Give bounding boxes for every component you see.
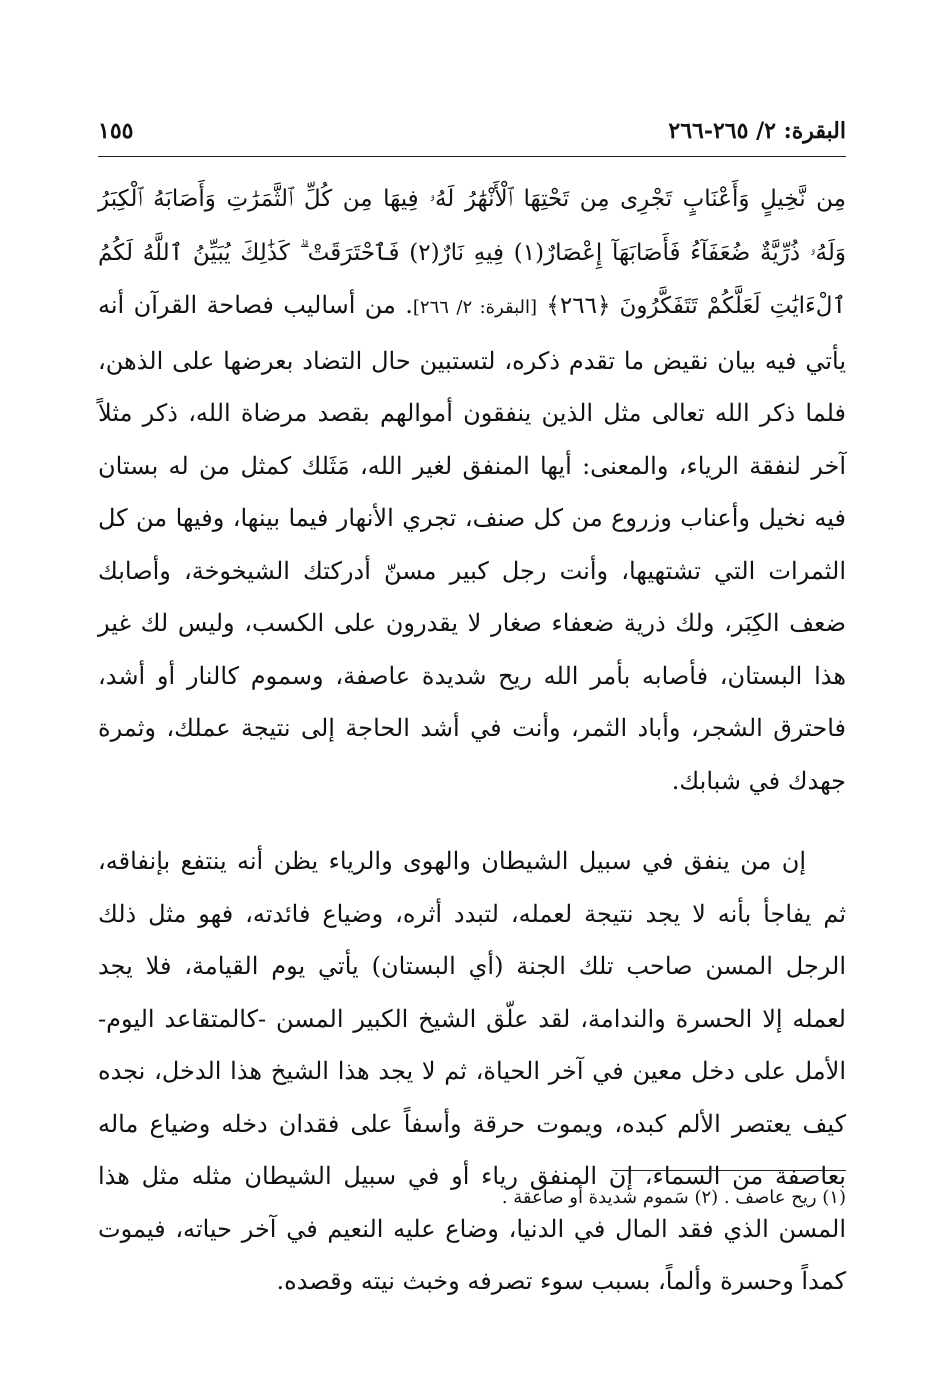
verse-reference: [البقرة: ٢/ ٢٦٦] (412, 297, 538, 318)
paragraph-1 (98, 172, 846, 807)
header-rule (98, 156, 846, 157)
commentary-text: . من أساليب فصاحة القرآن أنه يأتي فيه بيان نقيض ما تقدم ذكره، لتستبين حال التضاد بعرضها على الذهن، فلما ذكر الله تعالى مثل الذين ينفقون أموالهم بقصد مرضاة الله، ذكر مثلاً آخر لنفقة الرياء، والمعنى: أيها المنفق لغير الله، مَثَلك كمثل من له بستان فيه نخيل وأعناب وزروع من كل صنف، تجري الأنهار فيما بينها، وفيها من كل الثمرات التي تشتهيها، وأنت رجل كبير مسنّ أدركتك الشيخوخة، وأصابك ضعف الكِبَر، ولك ذرية ضعفاء صغار لا يقدرون على الكسب، وليس لك غير هذا البستان، فأصابه بأمر الله ريح شديدة عاصفة، وسموم كالنار أو أشد، فاحترق الشجر، وأباد الثمر، وأنت في أشد الحاجة إلى نتيجة عملك، وثمرة جهدك في شبابك. (98, 291, 847, 795)
paragraph-2: إن من ينفق في سبيل الشيطان والهوى والرياء يظن أنه ينتفع بإنفاقه، ثم يفاجأ بأنه لا يجد نتيجة لعمله، لتبدد أثره، وضياع فائدته، فهو مثل ذلك الرجل المسن صاحب تلك الجنة (أي البستان) يأتي يوم القيامة، فلا يجد لعمله إلا الحسرة والندامة، لقد علّق الشيخ الكبير المسن -كالمتقاعد اليوم- الأمل على دخل معين في آخر الحياة، ثم لا يجد هذا الشيخ هذا الدخل، نجده كيف يعتصر الألم كبده، ويموت حرقة وأسفاً على فقدان دخله وضياع ماله بعاصفة من السماء، إن المنفق رياء أو في سبيل الشيطان مثله مثل هذا المسن الذي فقد المال في الدنيا، وضاع عليه النعيم في آخر حياته، فيموت كمداً وحسرة وألماً، بسبب سوء تصرفه وخبث نيته وقصده. (98, 847, 846, 1295)
running-title: البقرة: ٢/ ٢٦٥-٢٦٦ (668, 118, 846, 144)
page-number: ١٥٥ (98, 118, 134, 144)
main-text (98, 172, 846, 1308)
footnotes: (١) ريح عاصف . (٢) سَموم شديدة أو صاعقة . (501, 1187, 846, 1208)
footnote-rule (612, 1170, 846, 1171)
page-header (98, 118, 846, 152)
quran-verse: مِن نَّخِيلٍ وَأَعْنَابٍ تَجْرِى مِن تَحْتِهَا ٱلْأَنْهَٰرُ لَهُۥ فِيهَا مِن كُلِّ ٱلثَّمَرَٰتِ وَأَصَابَهُ ٱلْكِبَرُ وَلَهُۥ ذُرِّيَّةٌ ضُعَفَآءُ فَأَصَابَهَآ إِعْصَارٌ(١) فِيهِ نَارٌ(٢) فَٱحْتَرَقَتْ ۗ كَذَٰلِكَ يُبَيِّنُ ٱللَّهُ لَكُمُ ٱلْءَايَٰتِ لَعَلَّكُمْ تَتَفَكَّرُونَ ﴿٢٦٦﴾ (98, 186, 846, 319)
